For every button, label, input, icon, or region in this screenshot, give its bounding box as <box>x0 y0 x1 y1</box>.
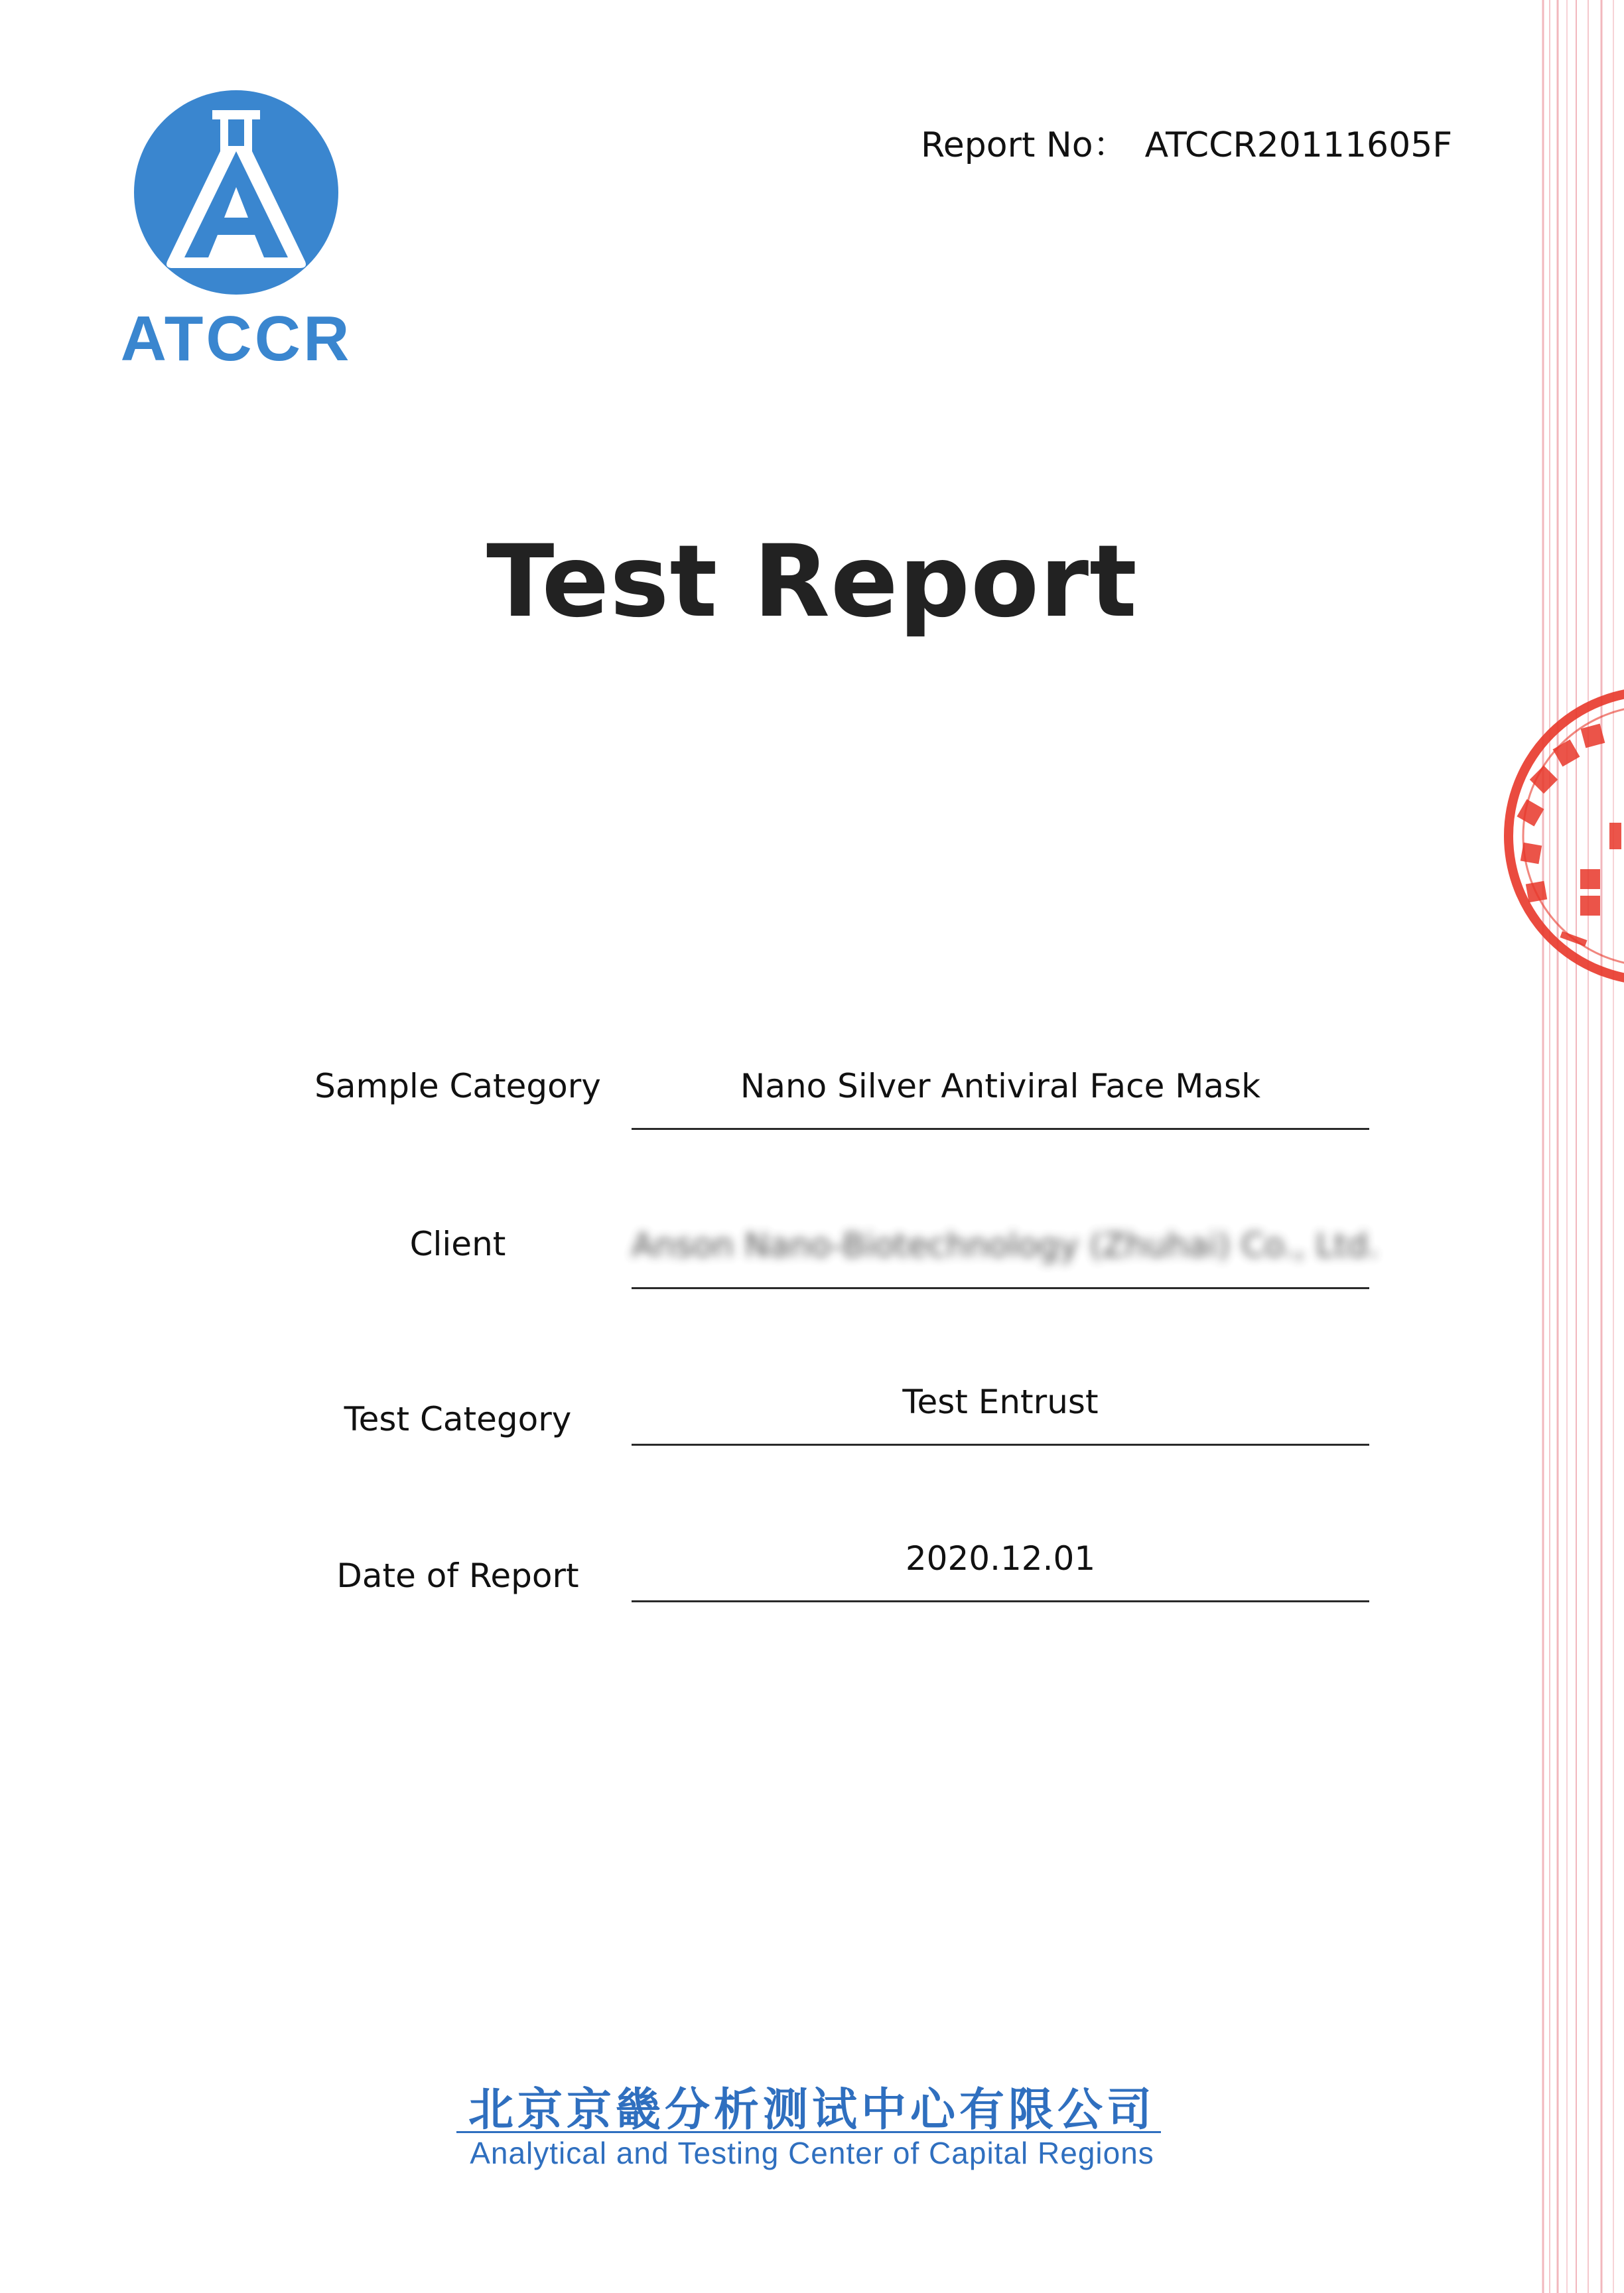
test-category-underline <box>632 1444 1369 1446</box>
report-number-label: Report No： <box>921 125 1128 165</box>
date-of-report-label: Date of Report <box>336 1557 579 1595</box>
date-of-report-underline <box>632 1600 1369 1602</box>
footer-company-name-cn: 北京京畿分析测试中心有限公司 <box>468 2084 1156 2136</box>
page-title: Test Report <box>486 524 1138 640</box>
sample-category-underline <box>632 1128 1369 1130</box>
logo-wordmark: ATCCR <box>120 303 352 374</box>
footer-company-name-en: Analytical and Testing Center of Capital Regions <box>470 2136 1154 2170</box>
binding-margin-lines <box>1538 0 1624 2293</box>
report-number <box>921 117 1452 167</box>
red-seal-stamp-icon <box>1501 670 1624 989</box>
sample-category-value: Nano Silver Antiviral Face Mask <box>740 1067 1261 1105</box>
date-of-report-value: 2020.12.01 <box>905 1539 1096 1578</box>
test-category-value: Test Entrust <box>902 1383 1099 1421</box>
test-category-label: Test Category <box>344 1400 572 1438</box>
client-underline <box>632 1287 1369 1289</box>
report-number-value: ATCCR20111605F <box>1144 125 1453 165</box>
client-label: Client <box>409 1225 506 1263</box>
sample-category-label: Sample Category <box>314 1067 601 1105</box>
atccr-logo-icon <box>131 88 341 297</box>
footer-divider <box>456 2131 1161 2133</box>
client-value: Anson Nano-Biotechnology (Zhuhai) Co., Ltd. <box>632 1226 1379 1265</box>
